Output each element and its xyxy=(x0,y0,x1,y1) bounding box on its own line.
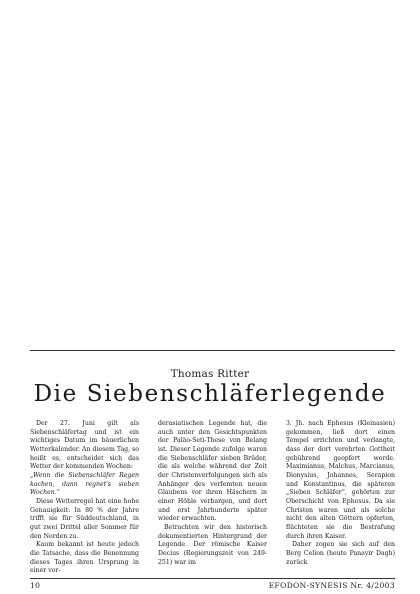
paragraph: Kaum bekannt ist heute jedoch die Tatsache, dass die Benennung dieses Tages ihren Ursprung in einer vor- xyxy=(30,541,139,575)
weather-rule-quote: „Wenn die Siebenschläfer Regen kochen, dann regnet's sieben Wochen.“ xyxy=(30,471,139,497)
paragraph: Daher zogen sie sich auf den Berg Celion (heute Panayir Dagh) zurück xyxy=(286,541,395,566)
header-rule xyxy=(30,350,395,351)
text-column-3 xyxy=(286,420,395,567)
text-column-1 xyxy=(30,420,139,576)
page-number: 10 xyxy=(30,581,41,590)
paragraph: derasiatischen Legende hat, die auch unter den Gesichtspunkten der Paläo-Seti-These von Belang ist. Dieser Legende zufolge waren die Siebenschläfer sieben Brüder, die als welche während der Zeit der Christenverfolgungen sich als Anhänger des verfemten neuen Glaubens vor ihren Häschern in einer Höhle verbargen, und dort und erst Jahrhunderte später wieder erwachten. xyxy=(158,420,267,523)
paragraph: 3. Jh. nach Ephesus (Kleinasien) gekommen, ließ dort einen Tempel errichten und verlangte, dass der dort verehrten Gottheit gebührend geopfert werde. Maximianus, Malchus, Marcianus, Dionysius, Johannes, Serapion und Konstantinus, die späteren „Sieben Schläfer“, gehörten zur Oberschicht von Ephesus. Da sie Christen waren und als solche nicht den alten Göttern opferten, flüchteten sie die Bestrafung durch ihren Kaiser. xyxy=(286,420,395,540)
article-author: Thomas Ritter xyxy=(170,368,250,380)
text-column-2 xyxy=(158,420,267,567)
paragraph: Der 27. Juni gilt als Siebenschläfertag und ist ein wichtiges Datum im bäuerlichen Wetterkalender. An diesem Tag, so heißt es, entscheidet sich das Wetter der kommenden Wochen: xyxy=(30,420,139,471)
paragraph: Diese Wetterregel hat eine hohe Genauigkeit: In 80 % der Jahre trifft sie für Süddeutschland, in gut zwei Drittel aller Sommer für den Norden zu. xyxy=(30,497,139,540)
article-title: Die Siebenschläferlegende xyxy=(33,381,387,407)
paragraph: Betrachten wir den historisch dokumentierten Hintergrund der Legende. Der römische Kaiser Decius (Regierungszeit von 249-251) war im xyxy=(158,523,267,566)
footer-rule xyxy=(30,578,395,579)
journal-issue: EFODON-SYNESIS Nr. 4/2003 xyxy=(268,581,395,590)
